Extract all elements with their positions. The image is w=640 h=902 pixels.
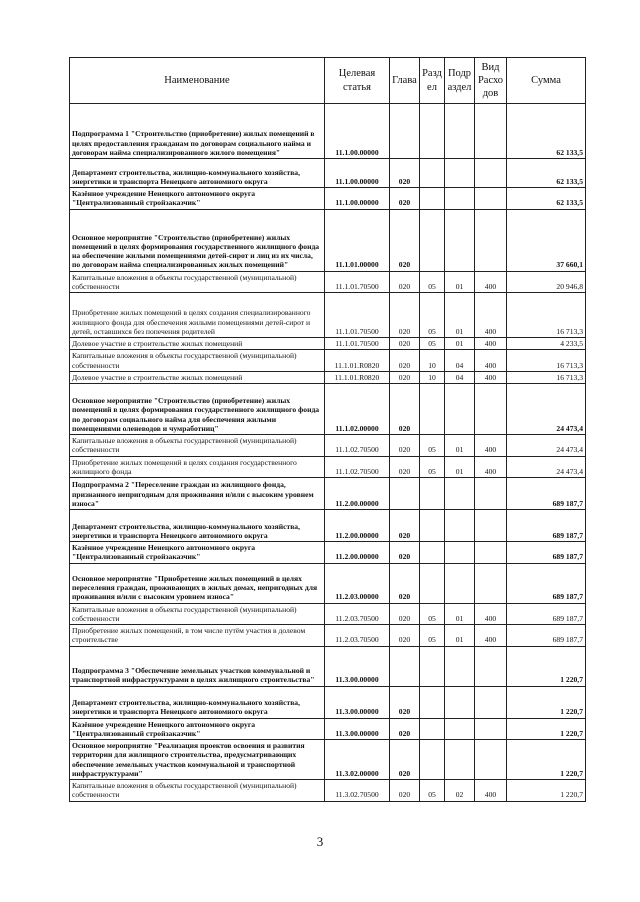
row-name-cell: Основное мероприятие "Строительство (приобретение) жилых помещений в целях формирования государственного жилищного фонда по договорам социального найма для обеспечения жилыми помещениями оленеводов и чумработниц" [70,384,325,435]
row-name-cell: Департамент строительства, жилищно-коммунального хозяйства, энергетики и транспорта Ненецкого автономного округа [70,510,325,542]
row-section-cell [420,740,445,780]
row-section-cell: 05 [420,271,445,293]
row-chapter-cell: 020 [390,740,420,780]
table-row [70,646,586,686]
header-section: Разд ел [420,58,445,104]
header-subsection: Подр аздел [445,58,475,104]
row-chapter-cell: 020 [390,350,420,372]
row-chapter-cell: 020 [390,271,420,293]
row-article-cell: 11.1.02.70500 [325,456,390,478]
row-name-cell: Основное мероприятие "Строительство (приобретение) жилых помещений в целях формирования государственного жилищного фонда на обеспечение жилыми помещениями детей-сирот и лиц из их числа, по договорам найма специализированных жилых помещений" [70,209,325,271]
row-name-cell: Капитальные вложения в объекты государственной (муниципальной) собственности [70,780,325,802]
table-body [70,104,586,802]
header-amount: Сумма [507,58,586,104]
row-article-cell: 11.1.00.00000 [325,104,390,159]
row-expense-type-cell [475,510,507,542]
row-chapter-cell: 020 [390,384,420,435]
row-subsection-cell [445,478,475,510]
row-subsection-cell [445,510,475,542]
row-amount-cell: 24 473,4 [507,435,586,457]
row-section-cell [420,718,445,740]
row-expense-type-cell [475,646,507,686]
row-name-cell: Департамент строительства, жилищно-коммунального хозяйства, энергетики и транспорта Ненецкого автономного округа [70,159,325,188]
table-row [70,542,586,564]
row-amount-cell: 62 133,5 [507,104,586,159]
page-number: 3 [316,834,324,849]
row-article-cell: 11.3.00.00000 [325,686,390,718]
row-article-cell: 11.1.01.70500 [325,293,390,338]
row-name-cell: Подпрограмма 2 "Переселение граждан из жилищного фонда, признанного непригодным для проживания и/или с высоким уровнем износа" [70,478,325,510]
row-name-cell: Долевое участие в строительстве жилых помещений [70,371,325,383]
table-row [70,740,586,780]
row-amount-cell: 16 713,3 [507,350,586,372]
row-article-cell: 11.3.00.00000 [325,646,390,686]
row-amount-cell: 1 220,7 [507,646,586,686]
row-name-cell: Подпрограмма 1 "Строительство (приобретение) жилых помещений в целях предоставления гражданам по договорам социального найма и договорам найма специализированного жилого помещения" [70,104,325,159]
table-row [70,563,586,603]
row-subsection-cell: 01 [445,435,475,457]
row-name-cell: Департамент строительства, жилищно-коммунального хозяйства, энергетики и транспорта Ненецкого автономного округа [70,686,325,718]
table-row [70,350,586,372]
row-section-cell [420,159,445,188]
row-amount-cell: 1 220,7 [507,718,586,740]
row-subsection-cell: 01 [445,271,475,293]
row-subsection-cell: 01 [445,625,475,647]
row-chapter-cell: 020 [390,603,420,625]
row-chapter-cell: 020 [390,188,420,210]
table-row [70,271,586,293]
table-row [70,603,586,625]
row-subsection-cell: 01 [445,456,475,478]
row-subsection-cell [445,384,475,435]
table-row [70,718,586,740]
table-row [70,456,586,478]
row-chapter-cell: 020 [390,293,420,338]
row-chapter-cell: 020 [390,371,420,383]
row-amount-cell: 62 133,5 [507,159,586,188]
row-expense-type-cell [475,384,507,435]
row-article-cell: 11.2.03.00000 [325,563,390,603]
row-section-cell: 05 [420,435,445,457]
row-expense-type-cell [475,563,507,603]
row-subsection-cell [445,686,475,718]
row-article-cell: 11.1.01.R0820 [325,350,390,372]
row-chapter-cell: 020 [390,625,420,647]
row-amount-cell: 689 187,7 [507,478,586,510]
row-article-cell: 11.1.01.70500 [325,338,390,350]
row-amount-cell: 1 220,7 [507,686,586,718]
row-chapter-cell: 020 [390,159,420,188]
row-section-cell [420,188,445,210]
row-amount-cell: 24 473,4 [507,384,586,435]
table-row [70,686,586,718]
row-chapter-cell: 020 [390,780,420,802]
row-chapter-cell: 020 [390,456,420,478]
row-amount-cell: 24 473,4 [507,456,586,478]
row-section-cell [420,384,445,435]
row-article-cell: 11.3.02.00000 [325,740,390,780]
row-subsection-cell: 04 [445,371,475,383]
budget-table [69,57,586,802]
table-row [70,780,586,802]
table-row [70,384,586,435]
row-name-cell: Казённое учреждение Ненецкого автономного округа "Централизованный стройзаказчик" [70,542,325,564]
row-subsection-cell [445,188,475,210]
row-article-cell: 11.1.00.00000 [325,159,390,188]
row-chapter-cell [390,478,420,510]
row-name-cell: Казённое учреждение Ненецкого автономного округа "Централизованный стройзаказчик" [70,718,325,740]
row-name-cell: Приобретение жилых помещений, в том числе путём участия в долевом строительстве [70,625,325,647]
row-subsection-cell [445,542,475,564]
row-subsection-cell: 01 [445,338,475,350]
row-amount-cell: 4 233,5 [507,338,586,350]
row-expense-type-cell [475,478,507,510]
table-row [70,338,586,350]
row-expense-type-cell [475,188,507,210]
row-expense-type-cell: 400 [475,435,507,457]
row-expense-type-cell: 400 [475,350,507,372]
row-expense-type-cell: 400 [475,456,507,478]
row-chapter-cell [390,646,420,686]
row-chapter-cell [390,104,420,159]
row-chapter-cell: 020 [390,542,420,564]
row-amount-cell: 16 713,3 [507,293,586,338]
row-expense-type-cell [475,104,507,159]
row-expense-type-cell [475,718,507,740]
row-expense-type-cell [475,542,507,564]
row-section-cell [420,510,445,542]
row-name-cell: Основное мероприятие "Реализация проектов освоения и развития территории для жилищного строительства, предусматривающих обеспечение земельных участков коммунальной и транспортной инфраструктурами" [70,740,325,780]
row-section-cell: 05 [420,780,445,802]
row-expense-type-cell: 400 [475,338,507,350]
table-row [70,104,586,159]
table-row [70,625,586,647]
header-row [70,58,586,104]
table-row [70,435,586,457]
row-section-cell [420,646,445,686]
row-amount-cell: 62 133,5 [507,188,586,210]
row-chapter-cell: 020 [390,563,420,603]
row-article-cell: 11.2.03.70500 [325,603,390,625]
row-section-cell [420,478,445,510]
row-section-cell [420,104,445,159]
row-expense-type-cell [475,686,507,718]
row-subsection-cell [445,646,475,686]
row-article-cell: 11.2.03.70500 [325,625,390,647]
table-row [70,478,586,510]
row-amount-cell: 1 220,7 [507,780,586,802]
row-amount-cell: 689 187,7 [507,603,586,625]
table-row [70,293,586,338]
row-article-cell: 11.1.01.R0820 [325,371,390,383]
row-subsection-cell [445,563,475,603]
row-article-cell: 11.1.02.70500 [325,435,390,457]
row-article-cell: 11.2.00.00000 [325,542,390,564]
row-chapter-cell: 020 [390,686,420,718]
row-section-cell: 05 [420,456,445,478]
row-section-cell: 05 [420,338,445,350]
row-name-cell: Приобретение жилых помещений в целях создания специализированного жилищного фонда для обеспечения жилыми помещениями детей-сирот и детей, оставшихся без попечения родителей [70,293,325,338]
row-expense-type-cell: 400 [475,603,507,625]
header-chapter: Глава [390,58,420,104]
row-section-cell: 05 [420,293,445,338]
row-chapter-cell: 020 [390,435,420,457]
row-section-cell: 10 [420,350,445,372]
row-expense-type-cell [475,740,507,780]
row-article-cell: 11.3.00.00000 [325,718,390,740]
row-expense-type-cell: 400 [475,625,507,647]
row-article-cell: 11.3.02.70500 [325,780,390,802]
row-name-cell: Основное мероприятие "Приобретение жилых помещений в целях переселения граждан, проживающих в жилых домах, непригодных для проживания и/или с высоким уровнем износа" [70,563,325,603]
row-name-cell: Казённое учреждение Ненецкого автономного округа "Централизованный стройзаказчик" [70,188,325,210]
table-row [70,209,586,271]
row-section-cell: 10 [420,371,445,383]
table-row [70,371,586,383]
table-row [70,510,586,542]
row-expense-type-cell [475,159,507,188]
row-subsection-cell [445,740,475,780]
row-name-cell: Приобретение жилых помещений в целях создания государственного жилищного фонда [70,456,325,478]
row-name-cell: Подпрограмма 3 "Обеспечение земельных участков коммунальной и транспортной инфраструктурами в целях жилищного строительства" [70,646,325,686]
row-chapter-cell: 020 [390,510,420,542]
row-expense-type-cell: 400 [475,371,507,383]
row-section-cell: 05 [420,603,445,625]
row-name-cell: Капитальные вложения в объекты государственной (муниципальной) собственности [70,271,325,293]
row-subsection-cell [445,104,475,159]
row-amount-cell: 37 660,1 [507,209,586,271]
row-section-cell [420,542,445,564]
row-chapter-cell: 020 [390,209,420,271]
row-subsection-cell [445,718,475,740]
row-amount-cell: 689 187,7 [507,542,586,564]
row-article-cell: 11.1.01.00000 [325,209,390,271]
row-article-cell: 11.1.01.70500 [325,271,390,293]
row-section-cell [420,209,445,271]
row-expense-type-cell: 400 [475,293,507,338]
row-name-cell: Капитальные вложения в объекты государственной (муниципальной) собственности [70,603,325,625]
row-section-cell [420,563,445,603]
row-amount-cell: 689 187,7 [507,563,586,603]
row-expense-type-cell: 400 [475,780,507,802]
header-expense-type: Вид Расхо дов [475,58,507,104]
row-subsection-cell [445,209,475,271]
row-amount-cell: 689 187,7 [507,510,586,542]
row-expense-type-cell [475,209,507,271]
row-chapter-cell: 020 [390,718,420,740]
row-subsection-cell: 04 [445,350,475,372]
row-expense-type-cell: 400 [475,271,507,293]
row-subsection-cell [445,159,475,188]
row-section-cell: 05 [420,625,445,647]
row-section-cell [420,686,445,718]
row-name-cell: Долевое участие в строительстве жилых помещений [70,338,325,350]
row-name-cell: Капитальные вложения в объекты государственной (муниципальной) собственности [70,350,325,372]
row-amount-cell: 689 187,7 [507,625,586,647]
row-article-cell: 11.1.02.00000 [325,384,390,435]
row-amount-cell: 20 946,8 [507,271,586,293]
row-article-cell: 11.1.00.00000 [325,188,390,210]
row-subsection-cell: 01 [445,603,475,625]
row-subsection-cell: 02 [445,780,475,802]
row-name-cell: Капитальные вложения в объекты государственной (муниципальной) собственности [70,435,325,457]
row-amount-cell: 1 220,7 [507,740,586,780]
row-article-cell: 11.2.00.00000 [325,510,390,542]
table-row [70,159,586,188]
row-subsection-cell: 01 [445,293,475,338]
header-article: Целевая статья [325,58,390,104]
table-row [70,188,586,210]
row-chapter-cell: 020 [390,338,420,350]
header-name: Наименование [70,58,325,104]
row-article-cell: 11.2.00.00000 [325,478,390,510]
row-amount-cell: 16 713,3 [507,371,586,383]
